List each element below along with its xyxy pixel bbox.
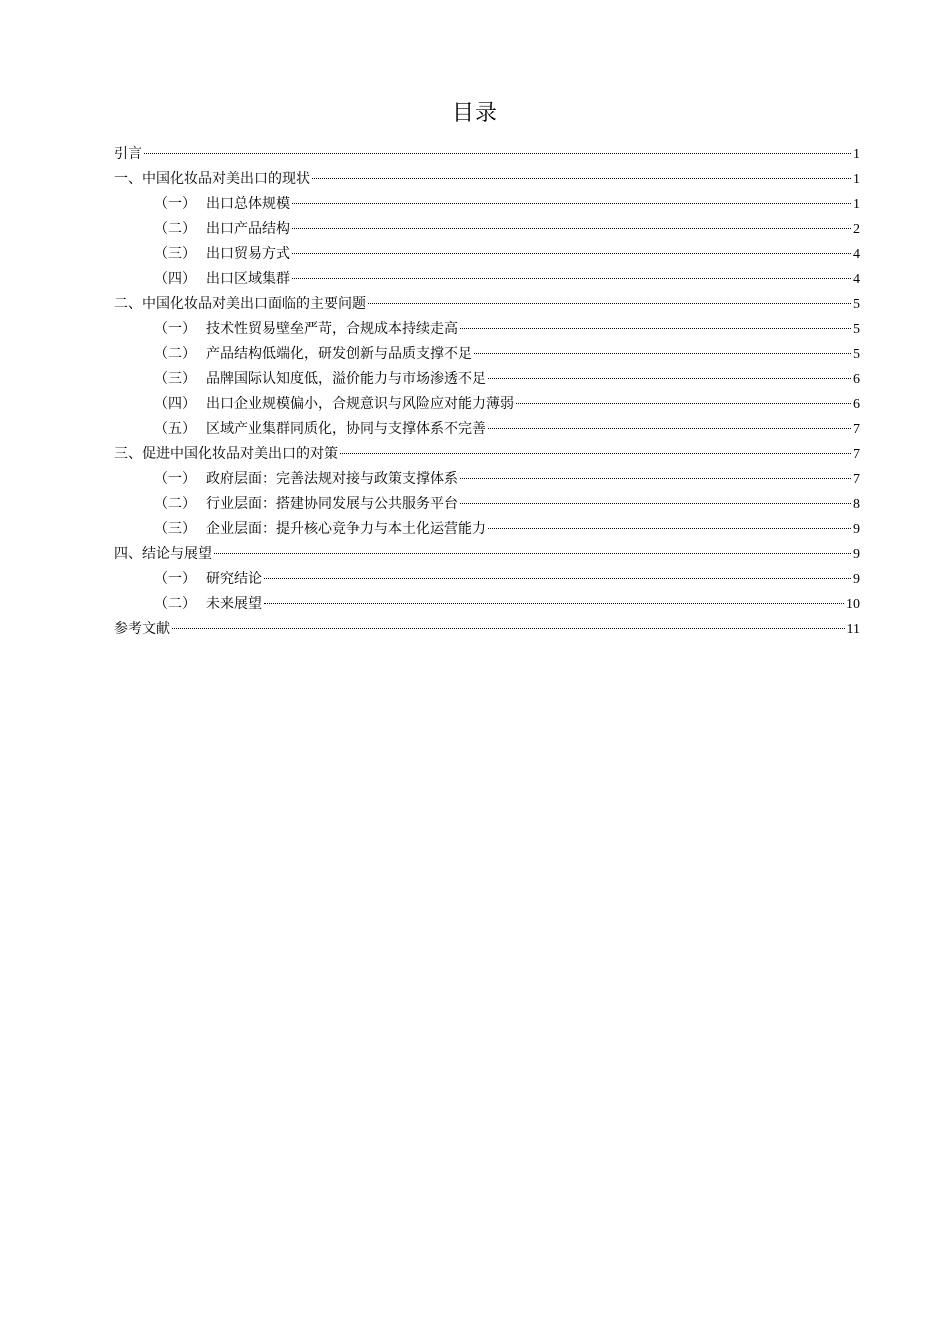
dot-leader [516, 403, 851, 404]
toc-entry-page: 1 [853, 172, 860, 187]
toc-entry-label: 二、中国化妆品对美出口面临的主要问题 [114, 296, 366, 312]
toc-entry-prefix: （二） [154, 496, 196, 512]
toc-entry-prefix: （四） [154, 396, 196, 412]
toc-section-4-1[interactable] [114, 567, 860, 592]
toc-entry-label: 参考文献 [114, 621, 170, 637]
dot-leader [214, 553, 851, 554]
dot-leader [292, 203, 851, 204]
dot-leader [312, 178, 851, 179]
toc-entry-prefix: （二） [154, 346, 196, 362]
toc-entry-label: 出口贸易方式 [206, 246, 290, 262]
toc-entry-prefix: （一） [154, 321, 196, 337]
toc-entry-prefix: （二） [154, 221, 196, 237]
toc-entry-page: 5 [853, 322, 860, 337]
toc-entry-label: 研究结论 [206, 571, 262, 587]
toc-chapter-1[interactable] [114, 167, 860, 192]
toc-entry-page: 7 [853, 422, 860, 437]
toc-section-2-1[interactable] [114, 317, 860, 342]
dot-leader [488, 378, 851, 379]
toc-entry-page: 6 [853, 372, 860, 387]
toc-entry-label: 引言 [114, 146, 142, 162]
dot-leader [474, 353, 851, 354]
dot-leader [368, 303, 851, 304]
toc-entry-label: 出口产品结构 [206, 221, 290, 237]
dot-leader [292, 253, 851, 254]
toc-entry-label: 三、促进中国化妆品对美出口的对策 [114, 446, 338, 462]
toc-entry-page: 11 [846, 622, 860, 637]
toc-entry-label: 技术性贸易壁垒严苛，合规成本持续走高 [206, 321, 458, 337]
toc-entry-page: 1 [853, 197, 860, 212]
toc-entry-page: 10 [846, 597, 860, 612]
toc-entry-page: 9 [853, 547, 860, 562]
toc-section-2-2[interactable] [114, 342, 860, 367]
toc-entry-label: 行业层面：搭建协同发展与公共服务平台 [206, 496, 458, 512]
dot-leader [264, 603, 844, 604]
toc-section-1-3[interactable] [114, 242, 860, 267]
toc-entry-page: 8 [853, 497, 860, 512]
toc-entry-label: 未来展望 [206, 596, 262, 612]
toc-entry-label: 出口总体规模 [206, 196, 290, 212]
toc-entry-page: 9 [853, 522, 860, 537]
toc-chapter-2[interactable] [114, 292, 860, 317]
dot-leader [144, 153, 851, 154]
dot-leader [488, 528, 851, 529]
dot-leader [340, 453, 851, 454]
toc-entry-page: 5 [853, 297, 860, 312]
toc-entry-label: 出口区域集群 [206, 271, 290, 287]
toc-section-2-5[interactable] [114, 417, 860, 442]
dot-leader [460, 503, 851, 504]
toc-entry-prefix: （三） [154, 246, 196, 262]
toc-entry-label: 出口企业规模偏小，合规意识与风险应对能力薄弱 [206, 396, 514, 412]
toc-chapter-4[interactable] [114, 542, 860, 567]
dot-leader [460, 478, 851, 479]
toc-entry-prefix: （五） [154, 421, 196, 437]
dot-leader [460, 328, 851, 329]
dot-leader [264, 578, 851, 579]
toc-section-1-1[interactable] [114, 192, 860, 217]
toc-entry-page: 7 [853, 472, 860, 487]
toc-section-3-2[interactable] [114, 492, 860, 517]
toc-title: 目录 [451, 101, 498, 126]
toc-entry-page: 5 [853, 347, 860, 362]
toc-section-3-1[interactable] [114, 467, 860, 492]
toc-entry-page: 2 [853, 222, 860, 237]
dot-leader [172, 628, 845, 629]
table-of-contents [114, 142, 860, 642]
toc-entry-prefix: （一） [154, 571, 196, 587]
toc-entry-prefix: （三） [154, 521, 196, 537]
toc-entry-references[interactable] [114, 617, 860, 642]
toc-section-2-4[interactable] [114, 392, 860, 417]
toc-entry-prefix: （二） [154, 596, 196, 612]
toc-section-3-3[interactable] [114, 517, 860, 542]
toc-entry-page: 7 [853, 447, 860, 462]
toc-entry-prefix: （一） [154, 196, 196, 212]
toc-entry-page: 1 [853, 147, 860, 162]
toc-chapter-3[interactable] [114, 442, 860, 467]
toc-section-1-2[interactable] [114, 217, 860, 242]
toc-entry-page: 6 [853, 397, 860, 412]
toc-entry-label: 一、中国化妆品对美出口的现状 [114, 171, 310, 187]
toc-section-4-2[interactable] [114, 592, 860, 617]
toc-entry-prefix: （一） [154, 471, 196, 487]
toc-entry-label: 企业层面：提升核心竞争力与本土化运营能力 [206, 521, 486, 537]
toc-entry-page: 4 [853, 247, 860, 262]
toc-entry-prefix: （四） [154, 271, 196, 287]
toc-entry-page: 4 [853, 272, 860, 287]
toc-entry-label: 品牌国际认知度低，溢价能力与市场渗透不足 [206, 371, 486, 387]
toc-section-2-3[interactable] [114, 367, 860, 392]
toc-entry-label: 产品结构低端化，研发创新与品质支撑不足 [206, 346, 472, 362]
toc-entry-label: 区域产业集群同质化，协同与支撑体系不完善 [206, 421, 486, 437]
dot-leader [292, 228, 851, 229]
dot-leader [292, 278, 851, 279]
toc-entry-page: 9 [853, 572, 860, 587]
toc-entry-label: 政府层面：完善法规对接与政策支撑体系 [206, 471, 458, 487]
toc-entry-introduction[interactable] [114, 142, 860, 167]
toc-section-1-4[interactable] [114, 267, 860, 292]
dot-leader [488, 428, 851, 429]
toc-entry-prefix: （三） [154, 371, 196, 387]
toc-entry-label: 四、结论与展望 [114, 546, 212, 562]
